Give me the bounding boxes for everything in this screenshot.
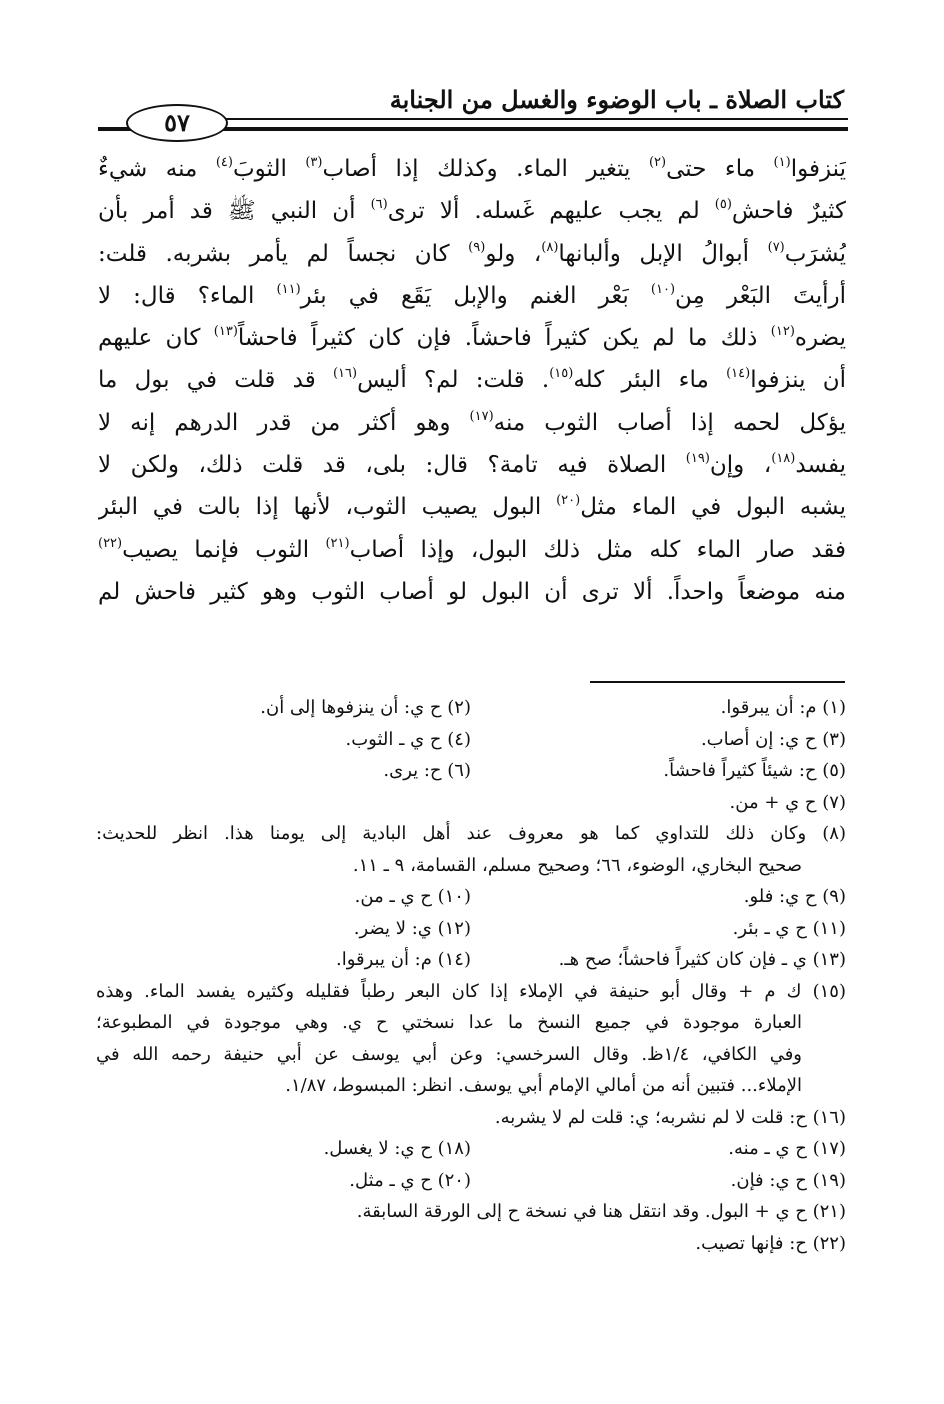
footnote-row: [96, 913, 846, 945]
footnote: (١٥) ك م + وقال أبو حنيفة في الإملاء إذا كان البعر رطباً فقليله وكثيره يفسد الماء. وهذه: [96, 980, 846, 1002]
footnote-row: [96, 724, 846, 756]
footnote: (٢٢) ح: فإنها تصيب.: [695, 1232, 846, 1254]
footnote: (٩) ح ي: فلو.: [743, 886, 846, 907]
main-text-line: منه موضعاً واحداً. ألا ترى أن البول لو أصاب الثوب وهو كثير فاحش لم: [98, 578, 846, 605]
main-text-line: يشبه البول في الماء مثل$^{(٢٠)}$ البول يصيب الثوب، لأنها إذا بالت في البئر: [98, 493, 846, 521]
main-text-line: يؤكل لحمه إذا أصاب الثوب منه$^{(١٧)}$ وهو أكثر من قدر الدرهم إنه لا: [98, 408, 846, 436]
footnote-row: [96, 1196, 846, 1228]
header-rule-thin: [220, 118, 848, 120]
footnote-continuation: العبارة موجودة في جميع النسخ ما عدا نسختي ح ي. وهي موجودة في المطبوعة؛: [96, 1012, 802, 1033]
footnote-row: [96, 976, 846, 1008]
footnote: (٥) ح: شيئاً كثيراً فاحشاً.: [663, 760, 846, 781]
footnote-continuation: صحيح البخاري، الوضوء، ٦٦؛ وصحيح مسلم، القسامة، ٩ ـ ١١.: [352, 854, 802, 876]
main-text-line: يُشرَب$^{(٧)}$ أبوالُ الإبل وألبانها$^{(٨)}$، ولو$^{(٩)}$ كان نجساً لم يأمر بشربه. قلت:: [98, 239, 846, 267]
footnote-row: [96, 1165, 846, 1197]
footnote-row: [96, 1102, 846, 1134]
footnote-row: [96, 755, 846, 787]
footnote-row: [96, 1228, 846, 1260]
footnote-row: [96, 818, 846, 850]
footnote-row: [96, 881, 846, 913]
footnote: (٢) ح ي: أن ينزفوها إلى أن.: [260, 697, 471, 718]
footnote: (٦) ح: يرى.: [383, 760, 471, 781]
main-text-line: أن ينزفوا$^{(١٤)}$ ماء البئر كله$^{(١٥)}$. قلت: لم؟ أليس$^{(١٦)}$ قد قلت في بول ما: [98, 366, 846, 394]
footnote: (١٩) ح ي: فإن.: [730, 1169, 846, 1191]
footnote: (١٢) ي: لا يضر.: [353, 917, 471, 939]
main-text: [98, 148, 846, 613]
main-text-line: يَنزفوا$^{(١)}$ ماء حتى$^{(٢)}$ يتغير الماء. وكذلك إذا أصاب$^{(٣)}$ الثوبَ$^{(٤)}$ منه شيءٌ: [98, 155, 846, 182]
main-text-line: فقد صار الماء كله مثل ذلك البول، وإذا أصاب$^{(٢١)}$ الثوب فإنما يصيب$^{(٢٢)}$: [98, 535, 846, 563]
footnote-row: [96, 1133, 846, 1165]
footnote-continuation: وفي الكافي، ١/٤ظ. وقال السرخسي: وعن أبي يوسف عن أبي حنيفة رحمه الله في: [96, 1043, 802, 1065]
footnote-row: [96, 1007, 846, 1039]
footnote-continuation: الإملاء... فتبين أنه من أمالي الإمام أبي يوسف. انظر: المبسوط، ١/٨٧.: [285, 1075, 802, 1096]
footnote: (١١) ح ي ـ بئر.: [732, 917, 846, 939]
main-text-line: يضره$^{(١٢)}$ ذلك ما لم يكن كثيراً فاحشاً. فإن كان كثيراً فاحشاً$^{(١٣)}$ كان عليهم: [98, 324, 846, 352]
footnote: (١٧) ح ي ـ منه.: [728, 1138, 846, 1159]
footnote-row: [96, 692, 846, 724]
footnote: (٨) وكان ذلك للتداوي كما هو معروف عند أهل البادية إلى يومنا هذا. انظر للحديث:: [96, 823, 846, 844]
running-header-title: كتاب الصلاة ـ باب الوضوء والغسل من الجنابة: [389, 85, 844, 114]
footnote-row: [96, 944, 846, 976]
footnote-row: [96, 850, 846, 882]
footnote: (١٣) ي ـ فإن كان كثيراً فاحشاً؛ صح هـ.: [558, 949, 846, 970]
footnotes: [96, 692, 846, 1259]
footnote: (١٨) ح ي: لا يغسل.: [323, 1138, 471, 1159]
footnote: (١٦) ح: قلت لا لم نشربه؛ ي: قلت لم لا يشربه.: [494, 1106, 846, 1128]
footnote-separator: [590, 681, 845, 683]
footnote: (٣) ح ي: إن أصاب.: [700, 728, 846, 750]
footnote-row: [96, 787, 846, 819]
footnote: (٢٠) ح ي ـ مثل.: [349, 1169, 471, 1191]
main-text-line: أرأيتَ البَعْر مِن$^{(١٠)}$ بَعْر الغنم والإبل يَقَع في بئر$^{(١١)}$ الماء؟ قال: لا: [98, 281, 846, 309]
footnote-row: [96, 1039, 846, 1071]
main-text-line: يفسد$^{(١٨)}$، وإن$^{(١٩)}$ الصلاة فيه تامة؟ قال: بلى، قد قلت ذلك، ولكن لا: [98, 451, 846, 479]
footnote: (١) م: أن يبرقوا.: [720, 697, 846, 718]
footnote: (٧) ح ي + من.: [729, 791, 846, 813]
footnote: (٢١) ح ي + البول. وقد انتقل هنا في نسخة ح إلى الورقة السابقة.: [356, 1201, 846, 1222]
footnote-row: [96, 1070, 846, 1102]
footnote: (١٠) ح ي ـ من.: [354, 886, 471, 907]
page-number: ٥٧: [126, 104, 228, 142]
footnote: (١٤) م: أن يبرقوا.: [336, 949, 471, 970]
footnote: (٤) ح ي ـ الثوب.: [345, 728, 471, 750]
main-text-line: كثيرٌ فاحش$^{(٥)}$ لم يجب عليهم غَسله. ألا ترى$^{(٦)}$ أن النبي ﷺ قد أمر بأن: [98, 197, 846, 225]
